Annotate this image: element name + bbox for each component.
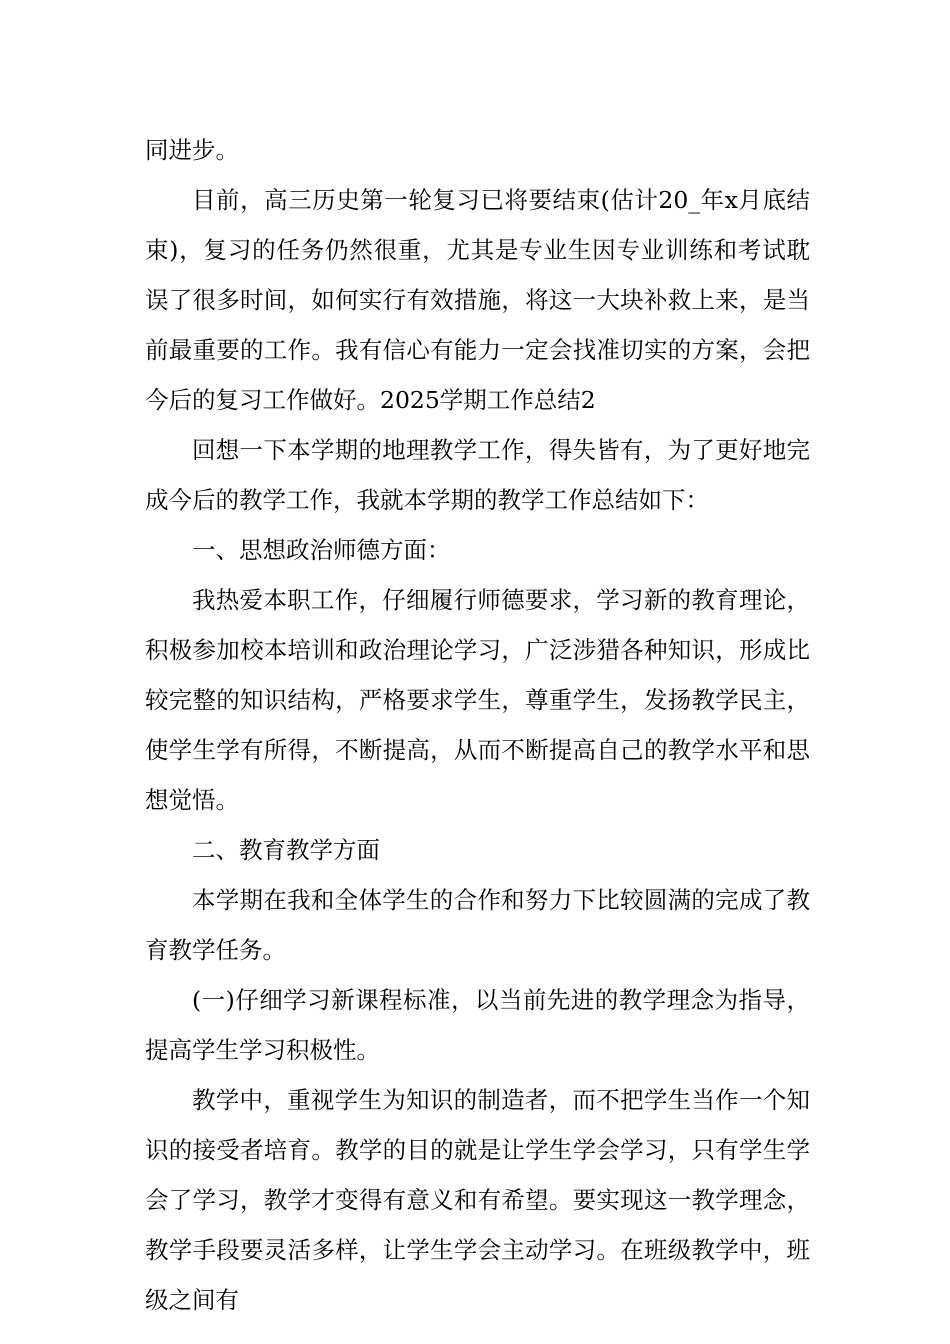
paragraph-review-progress: 目前，高三历史第一轮复习已将要结束(估计20_年x月底结束)，复习的任务仍然很重，尤其是专业生因专业训练和考试耽误了很多时间，如何实行有效措施，将这一大块补救上来，是当前最重要的工作。我有信心有能力一定会找准切实的方案，会把今后的复习工作做好。2025学期工作总结2 — [145, 186, 810, 414]
paragraph-ethics: 我热爱本职工作，仔细履行师德要求，学习新的教育理论，积极参加校本培训和政治理论学习，广泛涉猎各种知识，形成比较完整的知识结构，严格要求学生，尊重学生，发扬教学民主，使学生学有所得，不断提高，从而不断提高自己的教学水平和思想觉悟。 — [145, 586, 810, 814]
section-heading-teaching: 二、教育教学方面 — [192, 836, 380, 864]
paragraph-teaching-method: 教学中，重视学生为知识的制造者，而不把学生当作一个知识的接受者培育。教学的目的就是让学生学会学习，只有学生学会了学习，教学才变得有意义和有希望。要实现这一教学理念，教学手段要灵活多样，让学生学会主动学习。在班级教学中，班级之间有 — [145, 1086, 810, 1314]
subsection-heading-curriculum: (一)仔细学习新课程标准，以当前先进的教学理念为指导，提高学生学习积极性。 — [145, 986, 810, 1064]
section-heading-ethics: 一、思想政治师德方面： — [192, 536, 451, 564]
paragraph-continuation: 同进步。 — [145, 136, 239, 164]
paragraph-semester-reflection: 回想一下本学期的地理教学工作，得失皆有，为了更好地完成今后的教学工作，我就本学期的教学工作总结如下： — [145, 436, 810, 514]
document-body — [145, 125, 810, 1325]
paragraph-teaching-summary: 本学期在我和全体学生的合作和努力下比较圆满的完成了教育教学任务。 — [145, 886, 810, 964]
